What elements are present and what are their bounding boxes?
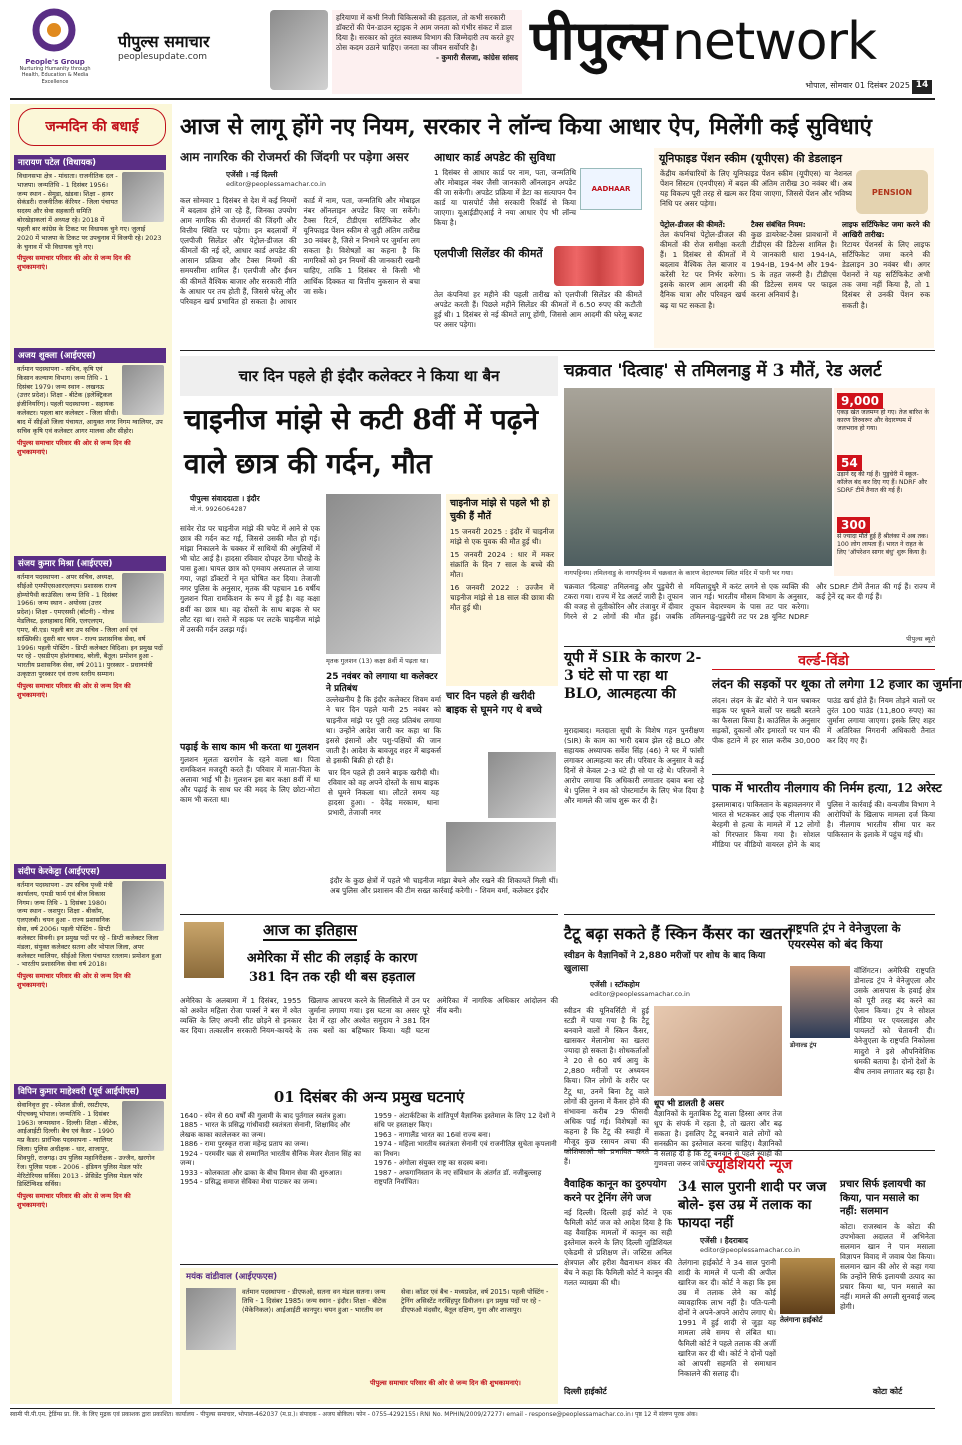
section-rule bbox=[564, 1150, 935, 1151]
sun-body: वैज्ञानिकों के मुताबिक टैटू वाला हिस्सा अगर तेज धूप के संपर्क में रहता है, तो खतरा और बढ़ सकता है। इसलिए टैटू बनवाने वाले लोगों को सनस्क्रीन का इस्तेमाल करना चाहिए। वैज्ञानिकों ने सलाह दी है कि टैटू बनवाने से पहले स्याही की गुणवत्ता जरूर जांचें। bbox=[654, 1109, 782, 1169]
skin-body: स्वीडन की यूनिवर्सिटी में हुई स्टडी में पाया गया है कि टैटू बनवाने वालों में स्किन कैंसर, खासकर मेलानोमा का खतरा ज्यादा हो सकता है। शोधकर्ताओं ने 20 से 60 वर्ष आयु के 2,880 मरीजों पर अध्ययन किया। जिन लोगों के शरीर पर टैटू था, उनमें बिना टैटू वाले लोगों की तुलना में कैंसर होने की संभावना करीब 29 फीसदी अधिक पाई गई। विशेषज्ञों का कहना है कि टैटू की स्याही में मौजूद कुछ रसायन त्वचा की कोशिकाओं को प्रभावित करते हैं। bbox=[564, 1006, 649, 1166]
ups-body: केंद्रीय कर्मचारियों के लिए यूनिफाइड पेंशन स्कीम (यूपीएस) या नेशनल पेंशन सिस्टम (एनपीएस) में बदल की अंतिम तारीख 30 नवंबर थी। अब यह विकल्प पूरी तरह से खत्म कर दिया जाएगा, जिससे पेंशन और भविष्य निधि पर असर पड़ेगा। bbox=[660, 169, 852, 209]
mayank-name: मयंक वांडीवाल (आईएफएस) bbox=[186, 1272, 278, 1282]
history-events bbox=[180, 1112, 558, 1262]
brand-block bbox=[118, 30, 258, 70]
history-event: 1933 - कोलकाता और ढाका के बीच विमान सेवा की शुरुआत। bbox=[180, 1168, 343, 1177]
section-rule bbox=[180, 350, 935, 352]
skin-byline-box bbox=[590, 980, 780, 1002]
logo-caption: People's Group bbox=[25, 58, 85, 66]
aadhaar-card-image: AADHAAR bbox=[580, 168, 642, 210]
masthead-title-hindi: पीपुल्स bbox=[530, 8, 667, 72]
masthead-rule bbox=[10, 98, 935, 100]
profile-body: वर्तमान पदस्थापना - अपर सचिव, अध्यक्ष, सीईओ एमपीएसआरएलएम। प्रशासक राज्य होम्योपैथी काउंसिल। जन्म तिथि - 1 दिसंबर 1966। जन्म स्थान - अयोध्या (उत्तर प्रदेश)। शिक्षा - एमएससी (बॉटनी) - गोल्ड मेडलिस्ट, इलाहाबाद विवि, एलएलएम, एमए, बी.एड। पहली बार उप सचिव - जिला अर्थ एवं सांख्यिकी। दूसरी बार चयन - राज्य प्रशासनिक सेवा, वर्ष 1996। पहली पोस्टिंग - डिप्टी कलेक्टर विदिशा। इन प्रमुख पदों पर रहे - एसडीएम होशंगाबाद, बरेली, बैतूल। प्रमोशन हुआ - भारतीय प्रशासनिक सेवा, वर्ष 2011। पुरस्कार - प्रधानमंत्री उत्कृष्टता पुरस्कार एवं राज्य स्तरीय सम्मान। bbox=[17, 573, 163, 679]
profile-body: वर्तमान पदस्थापना - सचिव, कृषि एवं किसान कल्याण विभाग। जन्म तिथि - 1 दिसंबर 1979। जन्म स्थान - लखनऊ (उत्तर प्रदेश)। शिक्षा - बीटेक (इलेक्ट्रिकल इंजीनियरिंग)। पहली पदस्थापना - सहायक कलेक्टर। पहला बार कलेक्टर - जिला सीधी। बाद में सीईओ जिला पंचायत, आयुक्त नगर निगम ग्वालियर, उप सचिव कृषि एवं कलेक्टर आगर मालवा और सीहोर। bbox=[17, 365, 163, 435]
cyclone-stat bbox=[834, 388, 935, 450]
stat-number: 54 bbox=[837, 455, 862, 471]
site-link[interactable]: peoplesupdate.com bbox=[118, 52, 207, 62]
history-event: 1959 - अंटार्कटिका के शांतिपूर्ण वैज्ञानिक इस्तेमाल के लिए 12 देशों ने संधि पर हस्ताक्षर किए। bbox=[374, 1112, 556, 1130]
collector-photo bbox=[446, 822, 556, 872]
judiciary-byline-box bbox=[700, 1236, 834, 1256]
profile-wish: पीपुल्स समाचार परिवार की ओर से जन्म दिन की शुभकामनाएं। bbox=[17, 681, 131, 699]
profile-photo bbox=[122, 172, 164, 222]
tax-head: टैक्स संबंधित नियम: bbox=[751, 220, 806, 229]
judiciary-right-head: प्रचार सिर्फ इलायची का किया, पान मसाले का नहीं: सलमान bbox=[840, 1179, 926, 1217]
profile-photo bbox=[122, 365, 164, 415]
quote-text: हरियाणा में कभी निजी चिकित्सकों की हड़ताल, तो कभी सरकारी डॉक्टरों की पेन-डाउन स्ट्राइक ने आम जनता को गंभीर संकट में डाल दिया है। सरकार को तुरंत स्वास्थ्य विभाग की जिम्मेदारी तय करते हुए ठोस कदम उठाने चाहिए। जनता का जीवन सर्वोपरि है। bbox=[336, 13, 514, 53]
profile-card bbox=[14, 1084, 166, 1400]
lead-email: editor@peoplessamachar.co.in bbox=[226, 180, 326, 188]
petrol-head: पेट्रोल-डीजल की कीमतें: bbox=[660, 220, 726, 229]
sidebar-title: जन्मदिन की बधाई bbox=[18, 108, 166, 146]
collector-quote: इंदौर के कुछ क्षेत्रों में पहले भी चाइनीज मांझा बेचने और रखने की शिकायतें मिली थीं। अब पुलिस और प्रशासन की टीम सख्त कार्रवाई करेगी। - शिवम वर्मा, कलेक्टर इंदौर bbox=[330, 876, 558, 896]
history-event: 1924 - परमवीर चक्र से सम्मानित भारतीय सैनिक मेजर शैतान सिंह का जन्म। bbox=[180, 1149, 361, 1168]
profile-name: नारायण पटेल (विधायक) bbox=[14, 155, 166, 170]
main-masthead bbox=[530, 0, 935, 82]
indore-byline: पीपुल्स संवाददाता । इंदौर bbox=[190, 494, 260, 503]
lead-byline: एजेंसी । नई दिल्ली bbox=[226, 170, 278, 179]
history-headline: अमेरिका में सीट की लड़ाई के कारण 381 दिन तक रही थी बस हड़ताल bbox=[246, 951, 418, 985]
ban-body: उल्लेखनीय है कि इंदौर कलेक्टर शिवम वर्मा ने चार दिन पहले यानी 25 नवंबर को चाइनीज मांझे पर पूरी तरह प्रतिबंध लगाया था। उन्होंने आदेश जारी कर कहा था कि इससे इंसानों और पशु-पक्षियों की जान जाती है। आदेश के बावजूद शहर में बाइकर्स से इसकी बिक्री हो रही है। bbox=[326, 695, 441, 765]
history-event: 1954 - प्रसिद्ध समाज सेविका मेधा पाटकर का जन्म। bbox=[180, 1178, 318, 1187]
lpg-box bbox=[428, 244, 648, 342]
stat-text: एकड़ खेत जलमग्न हो गए। तेज बारिश के कारण तिरुवरूर और वेदारण्यम में जलभराव हो गया। bbox=[837, 409, 929, 433]
profile-name: विपिन कुमार माहेश्वरी (पूर्व आईपीएस) bbox=[14, 1084, 166, 1099]
sun-head: धूप भी डालती है असर bbox=[654, 1099, 724, 1109]
lead-headline: आज से लागू होंगे नए नियम, सरकार ने लॉन्च किया आधार ऐप, मिलेंगी कई सुविधाएं bbox=[180, 114, 872, 140]
dateline: भोपाल, सोमवार 01 दिसंबर 2025 bbox=[805, 81, 910, 90]
pak-headline: पाक में भारतीय नीलगाय की निर्मम हत्या, 12 अरेस्ट bbox=[712, 781, 942, 795]
aadhaar-body: 1 दिसंबर से आधार कार्ड पर नाम, पता, जन्मतिथि और मोबाइल नंबर जैसी जानकारी ऑनलाइन अपडेट की जा सकेगी। अपडेट प्रक्रिया में डेटा का सत्यापन पैन कार्ड या पासपोर्ट जैसे सरकारी रिकॉर्ड से किया जाएगा। यूआईडीएआई ने नया आधार ऐप भी लॉन्च किया है। bbox=[434, 168, 576, 228]
section-rule bbox=[180, 1264, 558, 1265]
stat-text: से ज्यादा मौतें हुई हैं श्रीलंका में अब तक। 100 लोग लापता हैं। भारत ने राहत के लिए 'ऑपरेशन सागर बंधु' शुरू किया है। bbox=[837, 533, 929, 557]
logo-tagline: Nurturing Humanity through Health, Education & Media Excellence bbox=[19, 66, 91, 85]
lpg-body: तेल कंपनियां हर महीने की पहली तारीख को एलपीजी सिलेंडर की कीमतें अपडेट करती हैं। पिछले महीने सिलेंडर की कीमतों में 6.50 रुपए की कटौती हुई थी। 1 दिसंबर से नई कीमतें लागू होंगी, जिससे आम आदमी की घरेलू बजट पर असर पड़ेगा। bbox=[434, 290, 642, 330]
judiciary-main-body: तेलंगाना हाईकोर्ट ने 34 साल पुरानी शादी के मामले में पत्नी की अपील खारिज कर दी। कोर्ट ने कहा कि इस उम्र में तलाक लेने का कोई व्यावहारिक लाभ नहीं है। पति-पत्नी दोनों ने अपने-अपने आरोप लगाए थे। 1991 में हुई शादी से जुड़ा यह मामला लंबे समय से लंबित था। फैमिली कोर्ट ने पहले तलाक की अर्जी खारिज कर दी थी। कोर्ट ने दोनों पक्षों को आपसी सहमति से समाधान निकालने की सलाह दी। bbox=[678, 1258, 776, 1378]
past-death-item: 15 जनवरी 2024 : धार में मकर संक्रांति के दिन 7 साल के बच्चे की मौत। bbox=[450, 549, 554, 579]
judiciary-email: editor@peoplessamachar.co.in bbox=[700, 1246, 800, 1254]
indore-headline: चाइनीज मांझे से कटी 8वीं में पढ़ने वाले छात्र की गर्दन, मौत bbox=[184, 403, 539, 480]
profile-wish: पीपुल्स समाचार परिवार की ओर से जन्म दिन की शुभकामनाएं। bbox=[17, 972, 131, 990]
aadhaar-head: आधार कार्ड अपडेट की सुविधा bbox=[434, 151, 556, 164]
officer-photo bbox=[488, 752, 556, 818]
bike-body: चार दिन पहले ही उसने बाइक खरीदी थी। रविवार को वह अपने दोस्तों के साथ बाइक से घूमने निकला था। लौटते समय यह हादसा हुआ। - देवेंद्र मरकाम, थाना प्रभारी, तेजाजी नगर bbox=[328, 768, 439, 818]
judiciary-section-bar bbox=[564, 1154, 935, 1174]
profile-card bbox=[14, 864, 166, 1076]
aadhaar-box bbox=[428, 148, 648, 240]
page-number: 14 bbox=[912, 80, 932, 94]
victim-photo bbox=[326, 494, 441, 654]
study-body: गुलशन मूलतः खरगोन के रहने वाला था। पिता रामकिशन मजदूरी करते हैं। परिवार में माता-पिता के अलावा भाई भी है। गुलशन इस बार कक्षा 8वीं में था और पढ़ाई के साथ घर की मदद के लिए छोटा-मोटा काम भी करता था। bbox=[180, 754, 320, 805]
bike-head: चार दिन पहले ही खरीदी बाइक से घूमने गए थे बच्चे bbox=[446, 691, 542, 716]
section-rule bbox=[564, 914, 935, 916]
london-headline: लंदन की सड़कों पर थूका तो लगेगा 12 हजार का जुर्माना bbox=[712, 677, 962, 691]
bike-box bbox=[326, 766, 441, 876]
cyclone-stats bbox=[834, 388, 935, 576]
judiciary-left-body: नई दिल्ली। दिल्ली हाई कोर्ट ने एक फैमिली कोर्ट जज को आदेश दिया है कि वह वैवाहिक मामलों में कानून का सही इस्तेमाल करने के लिए दिल्ली जुडिशियल एकेडमी से प्रशिक्षण लें। जस्टिस अनिल क्षेत्रपाल और हरीश वैद्यनाथन शंकर की बेंच ने कहा कि फैमिली कोर्ट ने कानून की गलत व्याख्या की थी। bbox=[564, 1208, 672, 1288]
kota-court-label: कोटा कोर्ट bbox=[872, 1387, 903, 1396]
past-death-item: 16 जनवरी 2022 : उज्जैन में चाइनीज मांझे से 18 साल की छात्रा की मौत हुई थी। bbox=[450, 582, 554, 613]
petrol-box bbox=[660, 220, 746, 348]
cyclone-body: चक्रवात 'दित्वाह' तमिलनाडु और पुडुचेरी से टकरा गया। राज्य में रेड अलर्ट जारी है। तूफान की वजह से तूतीकोरिन और तंजावुर में दीवार गिरने से 2 लोगों की मौत हुई। जबकि मयिलादुथुरै में करंट लगने से एक व्यक्ति की जान गई। भारतीय मौसम विभाग के अनुसार, तूफान वेदारण्यम के पास तट पार करेगा। तमिलनाडु-पुडुचेरी तट पर 28 यूनिट NDRF और SDRF टीमें तैनात की गई हैं। राज्य में कई ट्रेनें रद्द कर दी गई हैं। bbox=[564, 582, 935, 622]
cyclone-stat bbox=[834, 512, 935, 574]
profile-body: वर्तमान पदस्थापना - उप सचिव पृथ्वी मंत्री कार्यालय, एमडी फार्म एवं बीज विकास निगम। जन्म तिथि - 1 दिसंबर 1980। जन्म स्थान - जशपुर। शिक्षा - बीकॉम, एलएलबी। चयन हुआ - राज्य प्रशासनिक सेवा, वर्ष 2006। पहली पोस्टिंग - डिप्टी कलेक्टर सिवनी। इन प्रमुख पदों पर रहे - डिप्टी कलेक्टर जिला मंडला, संयुक्त कलेक्टर सतना और भोपाल जिला, अपर कलेक्टर ग्वालियर, सीईओ जिला पंचायत रतलाम। प्रमोशन हुआ - भारतीय प्रशासनिक सेवा वर्ष 2018। bbox=[17, 881, 162, 969]
pension-image: PENSION bbox=[856, 170, 928, 214]
judiciary-main-head: 34 साल पुरानी शादी पर जज बोले- इस उम्र में तलाक का फायदा नहीं bbox=[678, 1179, 827, 1232]
delhi-hc-label: दिल्ली हाईकोर्ट bbox=[564, 1387, 607, 1396]
quote-box bbox=[332, 10, 522, 94]
stat-text: उड़ानें रद्द की गई हैं। पुडुचेरी में स्कूल-कॉलेज बंद कर दिए गए हैं। NDRF और SDRF टीमें तैनात की गई हैं। bbox=[837, 471, 927, 495]
judiciary-byline: एजेंसी । हैदराबाद bbox=[700, 1236, 748, 1245]
stat-number: 9,000 bbox=[837, 393, 883, 409]
profile-wish: पीपुल्स समाचार परिवार की ओर से जन्म दिन की शुभकामनाएं। bbox=[17, 438, 131, 456]
up-body: मुरादाबाद। मतदाता सूची के विशेष गहन पुनरीक्षण (SIR) के काम का भारी दबाव झेल रहे BLO और सहायक अध्यापक सर्वेश सिंह (46) ने घर में फांसी लगाकर आत्महत्या कर ली। परिवार के अनुसार वे कई दिनों से केवल 2-3 घंटे ही सो पा रहे थे। परिजनों ने आरोप लगाया कि अधिकारी लगातार दबाव बना रहे थे। पुलिस ने शव को पोस्टमार्टम के लिए भेज दिया है और मामले की जांच शुरू कर दी है। bbox=[564, 726, 704, 806]
mayank-profile bbox=[180, 1268, 558, 1404]
mayank-wish: पीपुल्स समाचार परिवार की ओर से जन्म दिन की शुभकामनाएं। bbox=[370, 1379, 521, 1387]
quote-author: - कुमारी सैलजा, कांग्रेस सांसद bbox=[435, 53, 518, 63]
life-cert-box bbox=[842, 220, 930, 348]
gavel-image bbox=[780, 1258, 835, 1314]
life-head: लाइफ सर्टिफिकेट जमा करने की आखिरी तारीख: bbox=[842, 220, 930, 240]
cyclone-caption: नागपट्टिनम। तमिलनाडु के नागपट्टिनम में चक्रवात के कारण वेदारण्यम स्थित मंदिर में पानी भर गया। bbox=[564, 569, 793, 577]
history-body: अमेरिका के अलबामा में 1 दिसंबर, 1955 को अश्वेत महिला रोजा पार्क्स ने बस में श्वेत व्यक्ति के लिए अपनी सीट छोड़ने से इनकार कर दिया। तत्कालीन सरकारी नियम-कायदे के खिलाफ आचरण करने के सिलसिले में उन पर जुर्माना लगाया गया। इस घटना का असर पूरे देश में रहा और अश्वेत समुदाय ने 381 दिन तक बसों का बहिष्कार किया। यही घटना अमेरिका में नागरिक अधिकार आंदोलन की नींव बनी। bbox=[180, 996, 558, 1036]
life-body: रिटायर पेंशनर्स के लिए लाइफ सर्टिफिकेट जमा करने की डेडलाइन 30 नवंबर थी। अगर पेंशनरों ने यह सर्टिफिकेट अभी तक जमा नहीं किया है, तो 1 दिसंबर से उनकी पेंशन रुक सकती है। bbox=[842, 240, 930, 310]
profile-photo bbox=[122, 881, 164, 931]
ban-box bbox=[326, 672, 441, 765]
tax-body: कुछ डायरेक्ट-टैक्स प्रावधानों में टीडीएस की डिटेल्स शामिल है। ये जानकारी धारा 194-IA, 194-IB, 194-M और 194-S के तहत जरूरी है। टीडीएस की डिटेल्स समय पर फाइल करना अनिवार्य है। bbox=[751, 230, 837, 300]
history-event: 1885 - भारत के प्रसिद्ध गांधीवादी स्वतंत्रता सेनानी, शिक्षाविद और लेखक काका कालेलकर का जन्म। bbox=[180, 1121, 351, 1139]
history-event: 1974 - महिला भारतीय स्वतंत्रता सेनानी एवं राजनीतिज्ञ सुचेता कृपलानी का निधन। bbox=[374, 1140, 557, 1158]
victim-caption: मृतक गुलशन (13) कक्षा 8वीं में पढ़ता था। bbox=[326, 657, 429, 665]
judiciary-section-title: ज्यूडिशियरी न्यूज bbox=[706, 1157, 793, 1173]
section-rule bbox=[564, 646, 935, 648]
hourglass-image bbox=[184, 922, 224, 978]
profile-photo bbox=[122, 573, 164, 623]
history-events-head: 01 दिसंबर की अन्य प्रमुख घटनाएं bbox=[273, 1088, 465, 1106]
profile-name: अजय शुक्ला (आईएएस) bbox=[14, 348, 166, 363]
gas-cylinder-image bbox=[554, 246, 644, 286]
history-event: 1987 - अफगानिस्तान के नए संविधान के अंतर्गत डॉ. नजीबुल्लाह राष्ट्रपति निर्वाचित। bbox=[374, 1168, 542, 1187]
footer-imprint: स्वामी पी.पी.एम. ट्रेडिंग्स प्रा. लि. के लिए मुद्रक एवं प्रकाशक द्वारा प्रकाशित। कार्यालय - पीपुल्स समाचार, भोपाल-462037 (म.प्र.)। संपादक - अजय बोकिल। फोन - 0755-4292155। RNI No. MPHIN/2009/27277। email - response@peoplessamachar.co.in। पृष्ठ 12 में संलग्न पूरक अंक। bbox=[10, 1411, 698, 1418]
skin-byline: एजेंसी । स्टॉकहोम bbox=[590, 980, 640, 989]
logo-ring-icon bbox=[26, 8, 82, 54]
mayank-photo bbox=[186, 1288, 236, 1350]
profile-wish: पीपुल्स समाचार परिवार की ओर से जन्म दिन की शुभकामनाएं। bbox=[17, 254, 131, 272]
footer-rule bbox=[10, 1408, 935, 1409]
trump-caption: डोनाल्ड ट्रंप bbox=[790, 1041, 817, 1049]
lead-subhead: आम नागरिक की रोजमर्रा की जिंदगी पर पड़ेगा असर bbox=[180, 150, 409, 164]
world-section-bar bbox=[712, 650, 935, 670]
judiciary-right-body: कोटा। राजस्थान के कोटा की उपभोक्ता अदालत में अभिनेता सलमान खान ने पान मसाला विज्ञापन विवाद में जवाब पेश किया। सलमान खान की ओर से कहा गया कि उन्होंने सिर्फ इलायची उत्पाद का प्रचार किया था, पान मसाले का नहीं। मामले की अगली सुनवाई जल्द होगी। bbox=[840, 1221, 935, 1311]
ban-head: 25 नवंबर को लगाया था कलेक्टर ने प्रतिबंध bbox=[326, 672, 438, 694]
mayank-body: वर्तमान पदस्थापना - डीएफओ, सतना वन मंडल सतना। जन्म तिथि - 1 दिसंबर 1985। जन्म स्थान - इंदौर। शिक्षा - बीटेक (मेकेनिकल)। आईआईटी कानपुर। चयन हुआ - भारतीय वन सेवा। कॉडर एवं बैच - मध्यप्रदेश, वर्ष 2015। पहली पोस्टिंग - ट्रेनिंग असिस्टेंट नरसिंहपुर डिवीजन। इन प्रमुख पदों पर रहे - डीएफओ मंदसौर, बैतूल दक्षिण, गुना और शाजापुर। bbox=[242, 1288, 549, 1315]
profile-body: विधानसभा क्षेत्र - मांधाता। राजनीतिक दल - भाजपा। जन्मतिथि - 1 दिसंबर 1956। जन्म स्थान - सेमुडा, खंडवा। शिक्षा - हायर सेकंडरी। राजनीतिक कॅरियर - जिला पंचायत सदस्य और सेवा सहकारी समिति बोरखेड़ाकलां में अध्यक्ष रहे। 2018 में पहली बार कांग्रेस के टिकट पर विधायक चुने गए। जुलाई 2020 में भाजपा के टिकट पर उपचुनाव में विजयी रहे। 2023 के चुनाव में भी विधायक चुने गए। bbox=[17, 172, 162, 251]
peoples-group-logo bbox=[14, 8, 96, 98]
past-death-item: 15 जनवरी 2025 : इंदौर में चाइनीज मांझे से एक युवक की मौत हुई थी। bbox=[450, 526, 554, 546]
pak-body: इस्लामाबाद। पाकिस्तान के बहावलनगर में भारत से भटककर आई एक नीलगाय की बेरहमी से हत्या के मामले में 12 लोगों को गिरफ्तार किया गया है। सोशल मीडिया पर वीडियो वायरल होने के बाद पुलिस ने कार्रवाई की। वन्यजीव विभाग ने आरोपियों के खिलाफ मामला दर्ज किया है। नीलगाय भारतीय सीमा पार कर पाकिस्तान के इलाके में पहुंच गई थी। bbox=[712, 800, 935, 850]
masthead-title-en: network bbox=[671, 12, 877, 72]
skin-subhead: स्वीडन के वैज्ञानिकों ने 2,880 मरीजों पर शोध के बाद किया खुलासा bbox=[564, 951, 766, 974]
tattoo-photo bbox=[654, 1006, 782, 1096]
profile-card bbox=[14, 556, 166, 856]
cyclone-headline: चक्रवात 'दित्वाह' से तमिलनाडु में 3 मौतें, रेड अलर्ट bbox=[564, 361, 882, 381]
profile-card bbox=[14, 348, 166, 548]
profile-wish: पीपुल्स समाचार परिवार की ओर से जन्म दिन की शुभकामनाएं। bbox=[17, 1192, 131, 1210]
judiciary-left bbox=[564, 1178, 672, 1404]
ups-box bbox=[654, 148, 934, 348]
study-head: पढ़ाई के साथ काम भी करता था गुलशन bbox=[180, 742, 319, 753]
judiciary-left-head: वैवाहिक कानून का दुरुपयोग करने पर ट्रेनिंग लेंगे जज bbox=[564, 1179, 667, 1204]
tax-box bbox=[751, 220, 837, 348]
profile-name: संजय कुमार मिश्रा (आईएएस) bbox=[14, 556, 166, 571]
section-rule bbox=[180, 914, 558, 916]
world-section-title: वर्ल्ड-विंडो bbox=[798, 653, 849, 669]
profile-name: संदीप केरकेट्टा (आईएएस) bbox=[14, 864, 166, 879]
lead-body: कल सोमवार 1 दिसंबर से देश में कई नियमों में बदलाव होने जा रहे हैं, जिनका उपयोग आम नागरिक की रोजमर्रा की जिंदगी और वित्तीय स्थिति पर पड़ेगा। इन बदलावों में एलपीजी सिलेंडर और पेट्रोल-डीजल की कीमतों की नई दरें, आधार कार्ड अपडेट की आसान प्रक्रिया और टैक्स नियमों की समयसीमा शामिल हैं। एलपीजी और ईंधन की कीमतें वैश्विक बाजार और सरकारी नीति के आधार पर तय होती हैं, जिससे घरेलू और परिवहन खर्च प्रभावित हो सकता है। आधार कार्ड में नाम, पता, जन्मतिथि और मोबाइल नंबर ऑनलाइन अपडेट किए जा सकेंगे। टैक्स रिटर्न, टीडीएस सर्टिफिकेट और यूनिफाइड पेंशन स्कीम से जुड़ी अंतिम तारीख 30 नवंबर है, जिसे न निभाने पर जुर्माना लग सकता है। विशेषज्ञों का कहना है कि नागरिकों को इन नियमों की जानकारी रखनी चाहिए, ताकि 1 दिसंबर से किसी भी आर्थिक दिक्कत या वित्तीय नुकसान से बचा जा सके। bbox=[180, 196, 420, 306]
profile-card bbox=[14, 155, 166, 340]
cyclone-credit: पीपुल्स ब्यूरो bbox=[906, 635, 935, 643]
indore-kicker: चार दिन पहले ही इंदौर कलेक्टर ने किया था बैन bbox=[180, 356, 558, 396]
skin-email: editor@peoplessamachar.co.in bbox=[590, 990, 690, 998]
section-rule bbox=[712, 774, 935, 775]
brand-small: पीपुल्स समाचार bbox=[118, 32, 210, 51]
indore-byline-box bbox=[190, 494, 320, 520]
history-event: 1963 - नागालैंड भारत का 16वां राज्य बना। bbox=[374, 1130, 491, 1139]
history-event: 1976 - अंगोला संयुक्त राष्ट्र का सदस्य बना। bbox=[374, 1159, 488, 1168]
past-deaths-box bbox=[446, 494, 558, 686]
sidebar-title-box bbox=[18, 108, 166, 148]
stat-number: 300 bbox=[837, 517, 870, 533]
history-event: 1640 - स्पेन से 60 वर्षों की गुलामी के बाद पुर्तगाल स्वतंत्र हुआ। bbox=[180, 1112, 347, 1120]
profile-body: सेवानिवृत्त हुए - स्पेशल डीजी, रसटीएफ, पीएचक्यू भोपाल। जन्मतिथि - 1 दिसंबर 1963। जन्मस्थान - दिल्ली। शिक्षा - बीटेक, आईआईटी दिल्ली। बैच एवं कैडर - 1990 मप्र कैडर। प्रारंभिक पदस्थापना - ग्वालियर जिला। पुलिस अधीक्षक - धार, शाजापुर, शिवपुरी, राजगढ़। उप पुलिस महानिरीक्षक - उज्जैन, खरगोन रेंज। पुलिस पदक - 2006 - इंडियन पुलिस मेडल फॉर मेरिटोरियस सर्विस। 2013 - प्रेसिडेंट पुलिस मेडल फॉर डिस्टिंग्विश्ड सर्विस। bbox=[17, 1101, 155, 1189]
past-deaths-head: चाइनीज मांझे से पहले भी हो चुकी हैं मौतें bbox=[450, 498, 550, 522]
author-photo bbox=[270, 10, 328, 90]
history-section-title: आज का इतिहास bbox=[262, 921, 358, 939]
trump-headline: राष्ट्रपति ट्रंप ने वेनेजुएला के एयरस्पेस को बंद किया bbox=[788, 921, 901, 952]
ups-head: यूनिफाइड पेंशन स्कीम (यूपीएस) की डेडलाइन bbox=[659, 152, 843, 165]
lead-byline-box bbox=[226, 170, 416, 194]
petrol-body: तेल कंपनियां पेट्रोल-डीजल की कीमतों की रोज समीक्षा करती हैं। 1 दिसंबर से कीमतों में बदलाव वैश्विक तेल बाजार व करेंसी रेट पर निर्भर करेगा। इसके कारण आम आदमी की दैनिक यात्रा और परिवहन खर्च बढ़ या घट सकता है। bbox=[660, 230, 746, 310]
london-body: लंदन। लंदन के ब्रेंट बोरो ने पान चबाकर सड़क पर थूकने वालों पर सख्ती बरतने का फैसला किया है। काउंसिल के अनुसार सड़कों, दुकानों और इमारतों पर पान की पीक हटाने में हर साल करीब 30,000 पाउंड खर्च होते हैं। नियम तोड़ने वालों पर तुरंत 100 पाउंड (11,800 रुपए) का जुर्माना लगाया जाएगा। इसके लिए शहर में अतिरिक्त निगरानी अधिकारी तैनात कर दिए गए हैं। bbox=[712, 696, 935, 746]
cyclone-photo bbox=[564, 388, 832, 566]
telangana-hc-label: तेलंगाना हाईकोर्ट bbox=[780, 1316, 823, 1324]
skin-headline: टैटू बढ़ा सकते हैं स्किन कैंसर का खतरा bbox=[564, 924, 793, 943]
lpg-head: एलपीजी सिलेंडर की कीमतें bbox=[434, 247, 543, 260]
indore-mobile: मो.नं. 9926064287 bbox=[190, 505, 247, 513]
history-event: 1886 - रामा पुरस्कृत राजा महेन्द्र प्रताप का जन्म। bbox=[180, 1140, 309, 1149]
profile-photo bbox=[122, 1101, 164, 1151]
up-headline: यूपी में SIR के कारण 2-3 घंटे सो पा रहा था BLO, आत्महत्या की bbox=[564, 650, 702, 702]
cyclone-stat bbox=[834, 450, 935, 512]
indore-body: सांवेर रोड पर चाइनीज मांझे की चपेट में आने से एक छात्र की गर्दन कट गई, जिससे उसकी मौत हो गई। मांझा निकालने के चक्कर में साथियों की अंगुलियों में भी चोट आई है। हादसा रविवार दोपहर ठेंगा चौराहे के पास हुआ। घायल छात्र को एमवाय अस्पताल ले जाया गया, जहां डॉक्टरों ने मृत घोषित कर दिया। तेजाजी नगर पुलिस के अनुसार, मृतक की पहचान 16 वर्षीय गुलशन पिता रामकिशन के रूप में हुई है। वह कक्षा 8वीं का छात्र था। वह दोस्तों के साथ बाइक से घर लौट रहा था। रास्ते में सड़क पर लटके चाइनीज मांझे में उसकी गर्दन उलझ गई। bbox=[180, 524, 320, 634]
judiciary-right bbox=[840, 1178, 935, 1404]
trump-body: वॉशिंगटन। अमेरिकी राष्ट्रपति डोनाल्ड ट्रंप ने वेनेजुएला और उसके आसपास के हवाई क्षेत्र को पूरी तरह बंद करने का ऐलान किया। ट्रंप ने सोशल मीडिया पर एयरलाइंस और पायलटों को चेतावनी दी। वेनेजुएला के राष्ट्रपति निकोलस मादुरो ने इसे औपनिवेशिक धमकी बताया है। दोनों देशों के बीच तनाव लगातार बढ़ रहा है। bbox=[854, 966, 935, 1076]
